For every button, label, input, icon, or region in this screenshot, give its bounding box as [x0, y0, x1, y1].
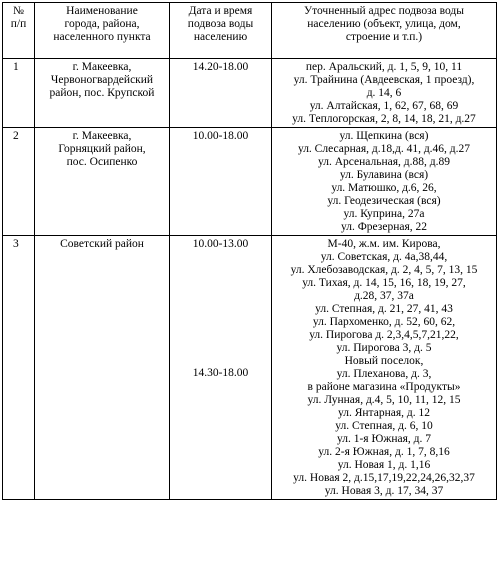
header-num-line: п/п	[10, 18, 27, 30]
address-line: в районе магазина «Продукты»	[307, 381, 461, 393]
address-line: ул. Арсенальная, д.88, д.89	[318, 156, 450, 168]
address-line: ул. Пирогова 3, д. 5	[336, 342, 432, 354]
header-address-line: Уточненный адрес подвоза воды	[303, 5, 465, 17]
address-line: ул. Фрезерная, 22	[340, 221, 427, 233]
row-time-line: 10.00-18.00	[192, 130, 249, 142]
address-line: ул. Геодезическая (вся)	[327, 195, 441, 207]
address-line: ул. Пирогова д. 2,3,4,5,7,21,22,	[309, 329, 459, 341]
address-line: ул. Плеханова, д. 3,	[336, 368, 432, 380]
header-num-line: №	[13, 5, 24, 17]
address-line: ул. Теплогорская, 2, 8, 14, 18, 21, д.27	[292, 113, 476, 125]
address-line: ул. Новая 1, д. 1,16	[337, 459, 431, 471]
row-num: 1	[3, 59, 35, 128]
address-line: д. 14, 6	[366, 87, 402, 99]
address-line: ул. Трайнина (Авдеевская, 1 проезд),	[293, 74, 475, 86]
row-name-line: Червоногвардейский	[50, 74, 154, 86]
address-line: д.28, 37, 37а	[354, 290, 414, 302]
address-line: ул. Слесарная, д.18,д. 41, д.46, д.27	[297, 143, 471, 155]
water-schedule-table	[2, 2, 497, 500]
row-name-line: г. Макеевка,	[72, 130, 132, 142]
row-name-line: район, пос. Крупской	[49, 87, 155, 99]
table-row	[3, 59, 497, 128]
header-time-line: населению	[193, 31, 248, 43]
row-time-line: 14.20-18.00	[192, 61, 249, 73]
address-line: ул. 2-я Южная, д. 1, 7, 8,16	[318, 446, 450, 458]
row-num: 3	[3, 236, 35, 500]
address-line: ул. Матюшко, д.6, 26,	[331, 182, 437, 194]
address-line: ул. Хлебозаводская, д. 2, 4, 5, 7, 13, 15	[290, 264, 478, 276]
table-header-row	[3, 3, 497, 59]
row-time	[170, 59, 272, 128]
row-name	[35, 236, 170, 500]
header-name	[35, 3, 170, 59]
address-line: ул. Лунная, д.4, 5, 10, 11, 12, 15	[307, 394, 461, 406]
header-time-line: подвоза воды	[187, 18, 254, 30]
header-num	[3, 3, 35, 59]
header-address-line: населению (объект, улица, дом,	[307, 18, 461, 30]
header-time-line: Дата и время	[188, 5, 253, 17]
address-line: ул. Булавина (вся)	[339, 169, 429, 181]
row-name-line: пос. Осипенко	[66, 156, 138, 168]
address-line: ул. Пархоменко, д. 52, 60, 62,	[312, 316, 456, 328]
row-name-line: г. Макеевка,	[72, 61, 132, 73]
row-name-line: Советский район	[60, 238, 144, 250]
address-line: ул. Щепкина (вся)	[339, 130, 429, 142]
row-time-line: 10.00-13.00	[192, 238, 249, 250]
address-line: М-40, ж.м. им. Кирова,	[327, 238, 441, 250]
row-address	[272, 59, 497, 128]
table-row	[3, 236, 497, 500]
row-time-line: 14.30-18.00	[192, 367, 249, 379]
row-address	[272, 236, 497, 500]
row-address	[272, 128, 497, 236]
table-row	[3, 128, 497, 236]
row-name	[35, 59, 170, 128]
address-line: ул. Новая 2, д.15,17,19,22,24,26,32,37	[293, 472, 475, 484]
header-name-line: города, района,	[64, 18, 140, 30]
header-address	[272, 3, 497, 59]
row-name	[35, 128, 170, 236]
header-name-line: населенного пункта	[53, 31, 151, 43]
address-line: ул. Степная, д. 6, 10	[335, 420, 433, 432]
address-line: Новый поселок,	[344, 355, 424, 367]
address-line: пер. Аральский, д. 1, 5, 9, 10, 11	[305, 61, 463, 73]
address-line: ул. Тихая, д. 14, 15, 16, 18, 19, 27,	[302, 277, 466, 289]
address-line: ул. Новая 3, д. 17, 34, 37	[324, 485, 444, 497]
address-line: ул. Степная, д. 21, 27, 41, 43	[315, 303, 453, 315]
header-name-line: Наименование	[66, 5, 138, 17]
header-address-line: строение и т.п.)	[345, 31, 423, 43]
address-line: ул. 1-я Южная, д. 7	[336, 433, 432, 445]
row-time	[170, 236, 272, 500]
address-line: ул. Янтарная, д. 12	[338, 407, 430, 419]
address-line: ул. Советская, д. 4а,38,44,	[320, 251, 448, 263]
row-name-line: Горняцкий район,	[58, 143, 146, 155]
address-line: ул. Алтайская, 1, 62, 67, 68, 69	[309, 100, 459, 112]
address-line: ул. Куприна, 27а	[343, 208, 425, 220]
header-time	[170, 3, 272, 59]
row-num: 2	[3, 128, 35, 236]
row-time	[170, 128, 272, 236]
